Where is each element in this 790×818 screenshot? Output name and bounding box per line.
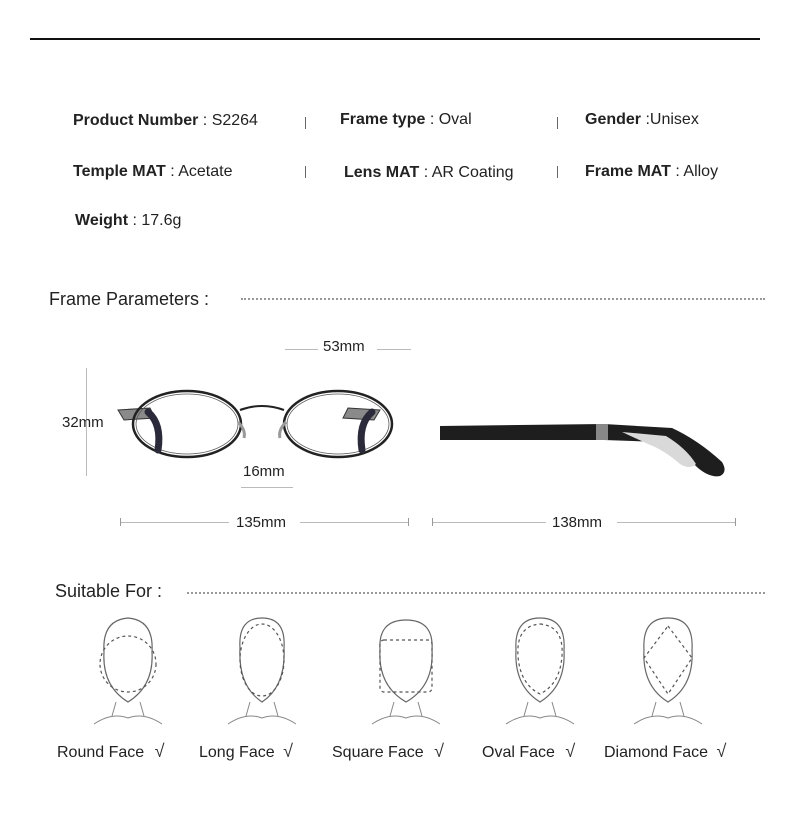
- lens-height-label: 32mm: [62, 414, 104, 431]
- face-label: Oval Face: [482, 744, 555, 761]
- spec-value: Acetate: [178, 163, 233, 180]
- face-label: Long Face: [199, 744, 275, 761]
- dimension-line: [241, 487, 293, 488]
- dimension-line: [617, 522, 735, 523]
- spec-value: AR Coating: [431, 164, 514, 181]
- face-label: Diamond Face: [604, 744, 709, 761]
- face-item-square: [332, 741, 444, 762]
- spec-key: Lens MAT: [344, 164, 420, 181]
- spec-sep: :: [419, 164, 432, 181]
- face-label: Square Face: [332, 744, 424, 761]
- bridge-width-label: 16mm: [243, 463, 285, 480]
- dotted-divider: [187, 592, 765, 594]
- dimension-tick: [408, 518, 409, 526]
- square-face-illustration: [366, 612, 446, 727]
- dimension-line: [300, 522, 408, 523]
- checkbox-checked-icon: √: [565, 741, 576, 761]
- face-item-long: [199, 741, 293, 762]
- top-divider: [30, 38, 760, 40]
- spec-gender: [585, 111, 699, 129]
- spec-value: Oval: [438, 111, 472, 128]
- checkbox-checked-icon: √: [716, 741, 727, 761]
- checkbox-checked-icon: √: [283, 741, 293, 761]
- glasses-temple-illustration: [436, 410, 736, 490]
- spec-temple-mat: [73, 163, 232, 181]
- spec-sep: :: [198, 112, 212, 129]
- spec-product-number: [73, 112, 258, 130]
- face-item-diamond: [604, 741, 726, 762]
- spec-key: Gender: [585, 111, 642, 128]
- spec-sep: :: [425, 111, 439, 128]
- checkbox-checked-icon: √: [434, 741, 444, 761]
- spec-sep: :: [165, 163, 179, 180]
- face-item-round: [57, 741, 165, 762]
- checkbox-checked-icon: √: [154, 741, 165, 761]
- long-face-illustration: [222, 612, 302, 727]
- diamond-face-illustration: [628, 612, 708, 727]
- spec-key: Weight: [75, 212, 129, 229]
- oval-face-illustration: [500, 612, 580, 727]
- spec-value: 17.6g: [141, 212, 182, 229]
- spec-lens-mat: [344, 164, 514, 182]
- separator: [557, 117, 558, 129]
- dimension-line: [121, 522, 229, 523]
- dimension-line: [285, 349, 318, 350]
- separator: [305, 117, 306, 129]
- spec-weight: [75, 212, 181, 230]
- frame-parameters-title: Frame Parameters :: [49, 289, 210, 309]
- spec-sep: :: [670, 163, 684, 180]
- lens-width-label: 53mm: [323, 338, 365, 355]
- dimension-line: [433, 522, 546, 523]
- suitable-for-title: Suitable For :: [55, 581, 163, 601]
- spec-key: Frame MAT: [585, 163, 671, 180]
- spec-value: Alloy: [683, 163, 719, 180]
- spec-sep: :: [641, 111, 650, 128]
- separator: [305, 166, 306, 178]
- spec-key: Product Number: [73, 112, 199, 129]
- face-item-oval: [482, 741, 575, 762]
- dotted-divider: [241, 298, 765, 300]
- dimension-tick: [735, 518, 736, 526]
- separator: [557, 166, 558, 178]
- spec-sep: :: [128, 212, 142, 229]
- face-label: Round Face: [57, 744, 145, 761]
- spec-key: Temple MAT: [73, 163, 166, 180]
- spec-frame-type: [340, 111, 472, 129]
- frame-width-label: 135mm: [236, 514, 287, 531]
- dimension-line: [377, 349, 411, 350]
- spec-frame-mat: [585, 163, 718, 181]
- spec-key: Frame type: [340, 111, 426, 128]
- spec-value: S2264: [211, 112, 258, 129]
- temple-length-label: 138mm: [552, 514, 603, 531]
- spec-value: Unisex: [649, 111, 699, 128]
- round-face-illustration: [88, 612, 168, 727]
